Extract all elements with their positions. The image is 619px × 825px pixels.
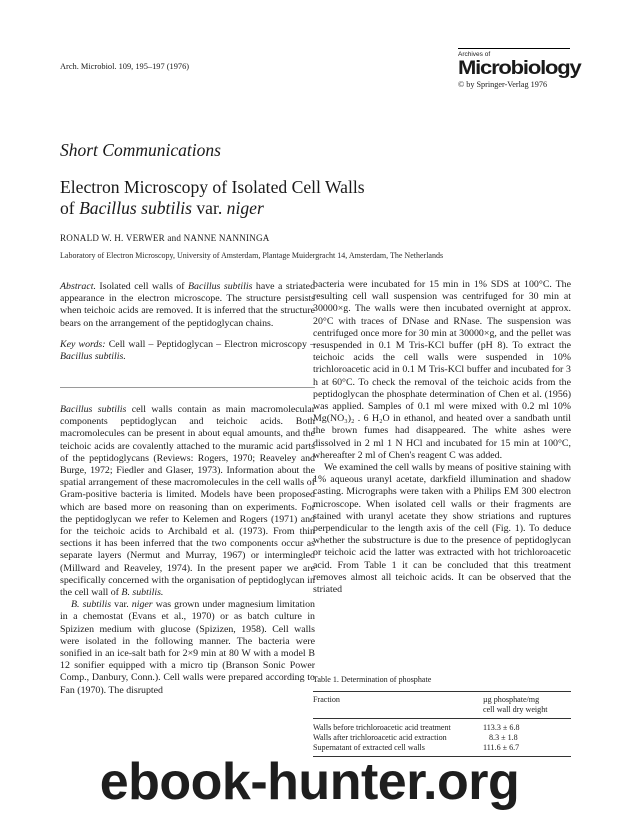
- table-cell-fraction: Walls after trichloroacetic acid extraction: [313, 733, 447, 742]
- keywords-species: Bacillus subtilis.: [60, 351, 126, 363]
- title-mid: var.: [191, 198, 227, 218]
- title-species: Bacillus subtilis: [79, 198, 192, 218]
- paragraph-text: var.: [111, 599, 132, 611]
- table-cell-value: 113.3 ± 6.8: [483, 723, 520, 732]
- body-left-column: [60, 404, 315, 697]
- table-header: [313, 692, 571, 718]
- col-header-line: cell wall dry weight: [483, 705, 548, 714]
- authors: RONALD W. H. VERWER and NANNE NANNINGA: [60, 233, 270, 243]
- table-col-fraction: Fraction: [313, 695, 340, 704]
- paragraph-text: was grown under magnesium limitation in a chemostat (Evans et al., 1970) or as batch culture in Spizizen medium with glucose (Spizizen, 1958). Cell walls were isolated in the following manner. The bacteria were sonified in an ice-salt bath for 2×9 min at 80 W with a model B 12 sonifier equipped with a micro tip (Branson Sonic Power Comp., Danbury, Conn.). Cell walls were prepared according to Fan (1970). The disrupted: [60, 599, 315, 696]
- table-cell-fraction: Supernatant of extracted cell walls: [313, 743, 425, 752]
- body-right-column: [313, 279, 571, 596]
- table-caption: Table 1. Determination of phosphate: [313, 675, 432, 684]
- abstract-text-2: have a striated appearance in the electron microscope. The structure persists when teichoic acids are removed. It is inferred that the structure bears on the arrangement of the peptidoglycan chains.: [60, 281, 316, 329]
- table-body: [313, 723, 571, 753]
- journal-logo: [458, 48, 581, 89]
- table-cell-value: 111.6 ± 6.7: [483, 743, 520, 752]
- paragraph: We examined the cell walls by means of positive staining with 1% aqueous uranyl acetate, darkfield illumination and shadow casting. Micrographs were taken with a Philips EM 300 electron microscope. When isolated cell walls or their fragments are stained with uranyl acetate they show striations and ruptures perpendicular to the length axis of the cell (Fig. 1). To deduce whether the substructure is due to the presence of peptidoglycan or teichoic acid the latter was extracted with hot trichloroacetic acid. From Table 1 it can be concluded that this treatment removes almost all teichoic acids. It can be observed that the striated: [313, 462, 571, 596]
- keywords-label: Key words:: [60, 338, 106, 350]
- watermark: ebook-hunter.org: [99, 753, 520, 811]
- abstract-divider: [60, 387, 315, 388]
- abstract-species: Bacillus subtilis: [188, 281, 253, 292]
- species-name: B. subtilis.: [121, 587, 164, 599]
- affiliation: Laboratory of Electron Microscopy, University of Amsterdam, Plantage Muidergracht 14, Amsterdam, The Netherlands: [60, 251, 444, 260]
- section-title: Short Communications: [60, 140, 221, 160]
- abstract-text-1: Isolated cell walls of: [95, 281, 189, 292]
- journal-small-label: Archives of: [458, 51, 491, 58]
- abstract-label: Abstract.: [60, 281, 96, 292]
- abstract: [60, 281, 315, 363]
- keywords-text: Cell wall – Peptidoglycan – Electron microscopy –: [105, 338, 316, 350]
- citation: Arch. Microbiol. 109, 195–197 (1976): [60, 62, 190, 71]
- variety-name: niger: [131, 599, 153, 611]
- paragraph: [60, 404, 315, 599]
- paragraph: bacteria were incubated for 15 min in 1% SDS at 100°C. The resulting cell wall suspension was centrifuged for 30 min at 30000×g. The walls were then incubated overnight at approx. 20°C with traces of DNase and RNase. The suspension was centrifuged once more for 30 min at 30000×g, and the pellet was resuspended in 0.1 M Tris-KCl buffer (pH 8). To extract the teichoic acids the cell walls were suspended in 10% trichloroacetic acid in 0.1 M Tris-KCl buffer and incubated for 3 h at 60°C. To check the removal of the teichoic acids from the peptidoglycan the phosphate determination of Chen et al. (1956) was applied. Samples of 0.1 ml were mixed with 0.2 ml 10% Mg(NO₃)₂ . 6 H₂O in ethanol, and heated over a sandbath until the brown fumes had disappeared. The white ashes were dissolved in 2 ml 1 N HCl and incubated for 15 min at 100°C, whereafter 2 ml of Chen's reagent C was added.: [313, 279, 571, 461]
- journal-name: Microbiology: [458, 56, 581, 79]
- species-name: B. subtilis: [71, 599, 112, 611]
- title-variety: niger: [226, 198, 264, 218]
- table-cell-fraction: Walls before trichloroacetic acid treatment: [313, 723, 451, 732]
- col-header-line: µg phosphate/mg: [483, 695, 540, 704]
- table-col-phosphate: [483, 695, 571, 715]
- table-row: [313, 733, 571, 743]
- article-title: [60, 177, 365, 219]
- paragraph: [60, 599, 315, 697]
- species-name: Bacillus subtilis: [60, 404, 127, 415]
- phosphate-table: [313, 675, 571, 757]
- table-row: [313, 723, 571, 733]
- title-prefix: of: [60, 198, 80, 218]
- copyright: © by Springer-Verlag 1976: [458, 80, 548, 89]
- table-rule: [313, 718, 571, 719]
- paragraph-text: cell walls contain as main macromolecular components peptidoglycan and teichoic acids. Both macromolecules can be present in about equal amounts, and the teichoic acids are covalently attached to the muramic acid parts of the peptidoglycans (Reviews: Rogers, 1970; Reaveley and Burge, 1972; Fiedler and Glaser, 1973). Information about the spatial arrangement of these macromolecules in the cell walls of Gram-positive bacteria is limited. Models have been proposed which are based more on reasoning than on experiments. For the peptidoglycan we refer to Kelemen and Rogers (1971) and for the teichoic acids to Archibald et al. (1973). From thin sections it has been inferred that the two components occur as separate layers (Nermut and Murray, 1967) or intermingled (Millward and Reaveley, 1974). In the present paper we are specifically concerned with the organisation of peptidoglycan in the cell wall of: [60, 404, 315, 599]
- title-line-2: [60, 198, 365, 219]
- logo-rule: [458, 48, 570, 49]
- title-line-1: Electron Microscopy of Isolated Cell Walls: [60, 177, 365, 197]
- table-cell-value: 8.3 ± 1.8: [489, 733, 518, 742]
